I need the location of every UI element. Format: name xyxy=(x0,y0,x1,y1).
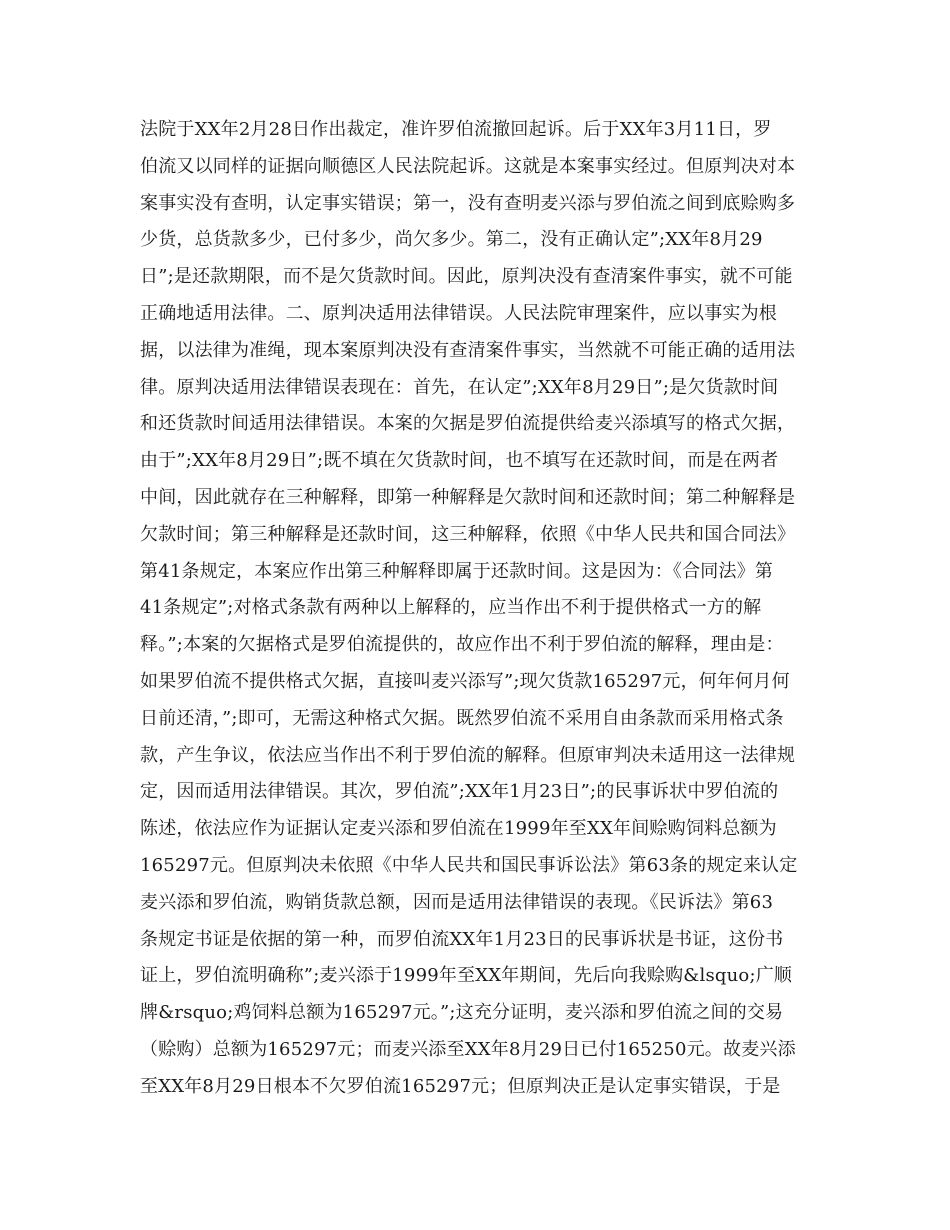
text-line: 据，以法律为准绳，现本案原判决没有查清案件事实，当然就不可能正确的适用法 xyxy=(140,339,796,361)
text-line: 日前还清，”;即可，无需这种格式欠据。既然罗伯流不采用自由条款而采用格式条 xyxy=(140,707,784,729)
text-line: 释。”;本案的欠据格式是罗伯流提供的，故应作出不利于罗伯流的解释，理由是： xyxy=(140,634,784,656)
text-line: 证上，罗伯流明确称”;麦兴添于1999年至XX年期间，先后向我赊购&lsquo;广顺 xyxy=(140,965,793,987)
text-line: 至XX年8月29日根本不欠罗伯流165297元；但原判决正是认定事实错误，于是 xyxy=(140,1075,781,1097)
text-line: 条规定书证是依据的第一种，而罗伯流XX年1月23日的民事诉状是书证，这份书 xyxy=(140,928,784,950)
text-line: 律。原判决适用法律错误表现在：首先，在认定”;XX年8月29日”;是欠货款时间 xyxy=(140,376,779,398)
text-line: 由于”;XX年8月29日”;既不填在欠货款时间，也不填写在还款时间，而是在两者 xyxy=(140,450,779,472)
text-line: 牌&rsquo;鸡饲料总额为165297元。”;这充分证明，麦兴添和罗伯流之间的交易 xyxy=(140,1002,784,1024)
text-line: 麦兴添和罗伯流，购销货款总额，因而是适用法律错误的表现。《民诉法》第63 xyxy=(140,891,774,913)
text-line: 41条规定”;对格式条款有两种以上解释的，应当作出不利于提供格式一方的解 xyxy=(140,597,762,619)
text-line: 165297元。但原判决未依照《中华人民共和国民事诉讼法》第63条的规定来认定 xyxy=(140,854,798,876)
text-line: 伯流又以同样的证据向顺德区人民法院起诉。这就是本案事实经过。但原判决对本 xyxy=(140,155,796,177)
text-line: （赊购）总额为165297元；而麦兴添至XX年8月29日已付165250元。故麦兴添 xyxy=(140,1038,796,1060)
text-line: 正确地适用法律。二、原判决适用法律错误。人民法院审理案件，应以事实为根 xyxy=(140,302,777,324)
text-line: 如果罗伯流不提供格式欠据，直接叫麦兴添写”;现欠货款165297元，何年何月何 xyxy=(140,670,790,692)
text-line: 案事实没有查明，认定事实错误；第一，没有查明麦兴添与罗伯流之间到底赊购多 xyxy=(140,192,796,214)
text-line: 欠款时间；第三种解释是还款时间，这三种解释，依照《中华人民共和国合同法》 xyxy=(140,523,796,545)
text-line: 中间，因此就存在三种解释，即第一种解释是欠款时间和还款时间；第二种解释是 xyxy=(140,486,796,508)
text-line: 定，因而适用法律错误。其次，罗伯流”;XX年1月23日”;的民事诉状中罗伯流的 xyxy=(140,781,779,803)
text-line: 和还货款时间适用法律错误。本案的欠据是罗伯流提供给麦兴添填写的格式欠据， xyxy=(140,413,796,435)
text-line: 陈述，依法应作为证据认定麦兴添和罗伯流在1999年至XX年间赊购饲料总额为 xyxy=(140,818,777,840)
text-line: 第41条规定，本案应作出第三种解释即属于还款时间。这是因为：《合同法》第 xyxy=(140,560,774,582)
text-line: 法院于XX年2月28日作出裁定，准许罗伯流撤回起诉。后于XX年3月11日，罗 xyxy=(140,119,772,140)
text-line: 少货，总货款多少，已付多少，尚欠多少。第二，没有正确认定”;XX年8月29 xyxy=(140,229,763,251)
text-line: 款，产生争议，依法应当作出不利于罗伯流的解释。但原审判决未适用这一法律规 xyxy=(140,744,796,766)
body-text xyxy=(140,112,820,1106)
text-line: 日”;是还款期限，而不是欠货款时间。因此，原判决没有查清案件事实，就不可能 xyxy=(140,266,793,288)
